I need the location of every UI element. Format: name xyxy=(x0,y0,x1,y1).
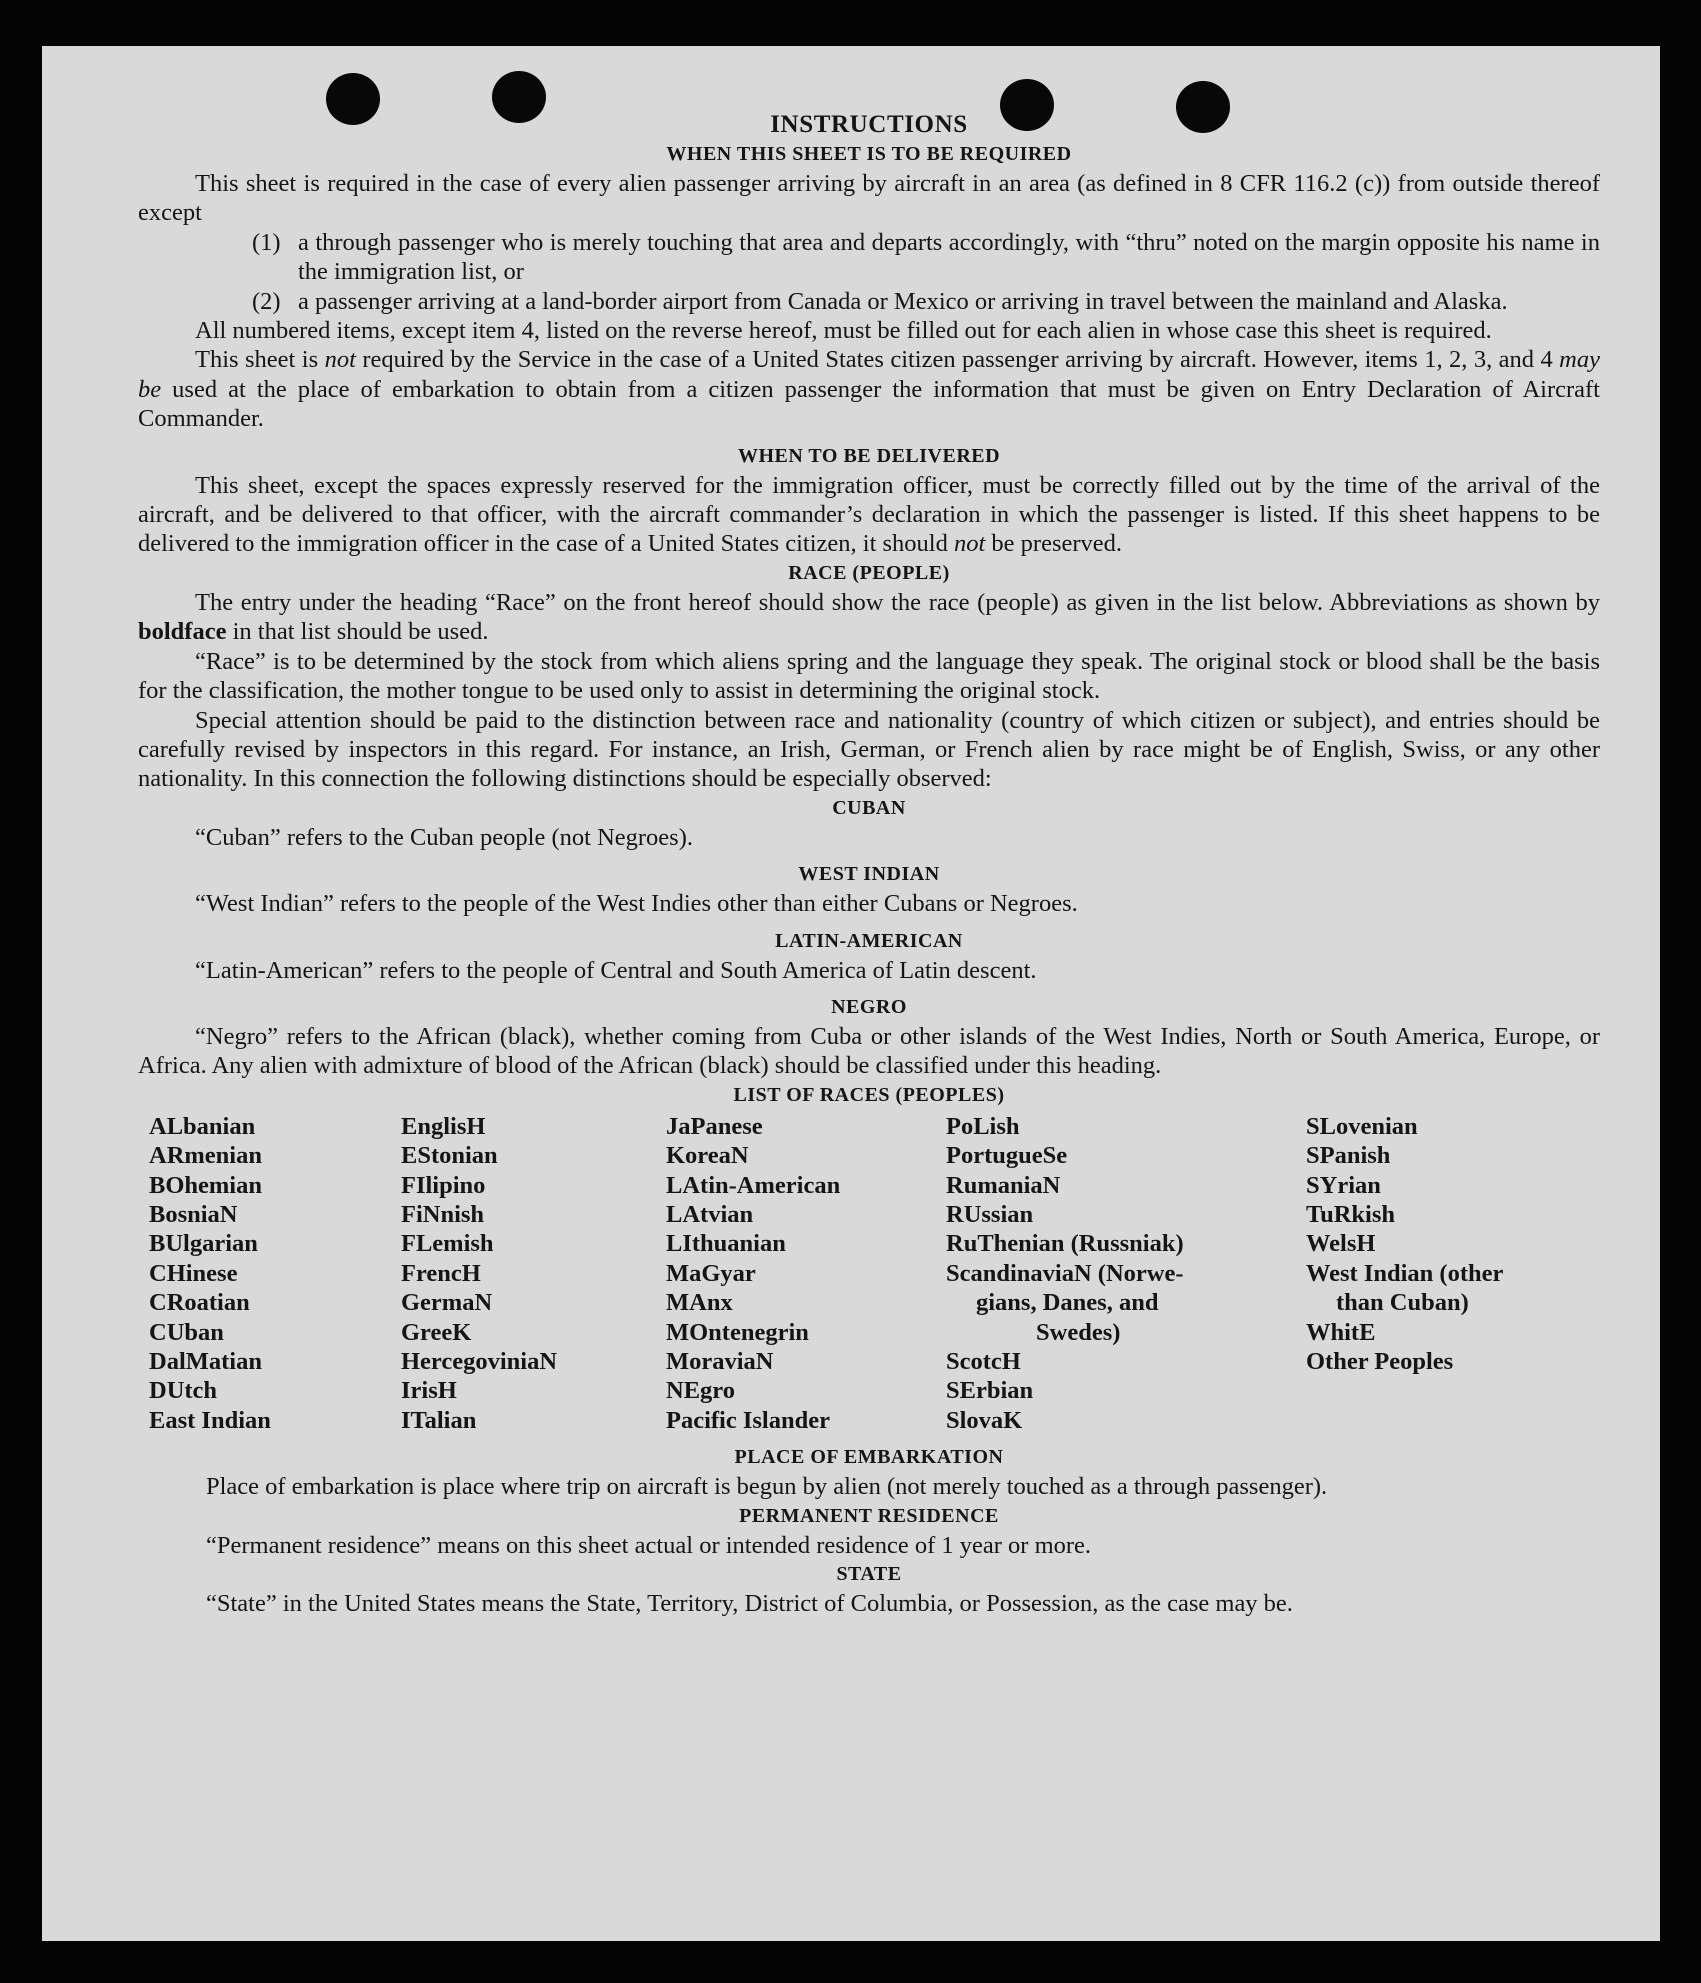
race-entry: SYrian xyxy=(1306,1171,1381,1199)
section-heading-cuban: CUBAN xyxy=(832,796,906,819)
section-heading-state: STATE xyxy=(836,1563,902,1586)
race-entry: SlovaK xyxy=(946,1406,1023,1434)
race-entry: SPanish xyxy=(1306,1142,1391,1170)
race-entry: RuThenian (Russniak) xyxy=(946,1230,1184,1258)
paragraph: Place of embarkation is place where trip on aircraft is begun by alien (not merely touched as a through passenger). xyxy=(206,1473,1328,1501)
race-entry: ScandinaviaN (Norwe- xyxy=(946,1259,1184,1287)
item-text: a through passenger who is merely touching that area and departs accordingly, with “thru” noted on the margin opposite his name in the immigration list, or xyxy=(298,228,1600,286)
paragraph: Special attention should be paid to the distinction between race and nationality (country of which citizen or subject), and entries should be carefully revised by inspectors in this regard. For instance, an Irish, German, or French alien by race might be of English, Swiss, or any other nationality. In this connection the following distinctions should be especially observed: xyxy=(138,706,1600,793)
race-entry: FrencH xyxy=(401,1259,481,1287)
paragraph: “Race” is to be determined by the stock from which aliens spring and the language they speak. The original stock or blood shall be the basis for the classification, the mother tongue to be used only to assist in determining the original stock. xyxy=(138,647,1600,705)
race-entry: SErbian xyxy=(946,1377,1034,1405)
race-entry: HercegoviniaN xyxy=(401,1348,558,1375)
emphasis: not xyxy=(324,346,356,374)
race-entry: BUlgarian xyxy=(149,1230,258,1258)
race-entry: RUssian xyxy=(946,1200,1034,1228)
race-entry: CUban xyxy=(149,1318,224,1346)
section-heading-west-indian: WEST INDIAN xyxy=(798,863,940,886)
paragraph: All numbered items, except item 4, listed on the reverse hereof, must be filled out for each alien in whose case this sheet is required. xyxy=(195,317,1492,345)
text-span: required by the Service in the case of a United States citizen passenger arriving by aircraft. However, items 1, 2, 3, and 4 xyxy=(355,346,1560,374)
item-number: (1) xyxy=(252,228,281,256)
paragraph: “State” in the United States means the State, Territory, District of Columbia, or Possession, as the case may be. xyxy=(206,1590,1293,1618)
race-entry: East Indian xyxy=(149,1406,271,1434)
paragraph: “Negro” refers to the African (black), whether coming from Cuba or other islands of the West Indies, North or South America, Europe, or Africa. Any alien with admixture of blood of the African (black) should be classified under this heading. xyxy=(138,1022,1600,1080)
race-entry: PoLish xyxy=(946,1112,1020,1140)
race-entry: RumaniaN xyxy=(946,1171,1061,1199)
paragraph: “Cuban” refers to the Cuban people (not Negroes). xyxy=(195,823,693,851)
race-entry: Other Peoples xyxy=(1306,1348,1454,1375)
section-heading-latin-american: LATIN-AMERICAN xyxy=(775,929,963,952)
race-entry: IrisH xyxy=(401,1377,457,1405)
race-entry: MOntenegrin xyxy=(666,1318,809,1346)
list-item xyxy=(138,228,1600,287)
paragraph xyxy=(138,471,1600,559)
race-column xyxy=(401,1112,666,1435)
paragraph xyxy=(138,345,1600,433)
race-list xyxy=(149,1112,1600,1435)
race-entry: WhitE xyxy=(1306,1318,1376,1346)
race-entry: WelsH xyxy=(1306,1230,1376,1258)
race-entry: FiNnish xyxy=(401,1200,485,1228)
race-entry: DalMatian xyxy=(149,1348,262,1375)
page-title: INSTRUCTIONS xyxy=(770,111,968,138)
race-column xyxy=(1306,1112,1564,1435)
race-entry: ALbanian xyxy=(149,1112,256,1140)
race-entry: West Indian (other xyxy=(1306,1259,1504,1287)
section-heading-embarkation: PLACE OF EMBARKATION xyxy=(734,1446,1004,1469)
race-entry: MAnx xyxy=(666,1289,733,1317)
emphasis: may be xyxy=(138,346,1600,403)
race-entry: BosniaN xyxy=(149,1200,238,1228)
instructions-content xyxy=(138,106,1600,1618)
text-span: The entry under the heading “Race” on the front hereof should show the race (people) as given in the list below. Abbreviations as shown by xyxy=(195,588,1600,616)
race-entry: ARmenian xyxy=(149,1142,262,1170)
race-entry: KoreaN xyxy=(666,1142,749,1170)
document-page xyxy=(42,46,1660,1941)
text-span: used at the place of embarkation to obtain from a citizen passenger the information that must be given on Entry Declaration of Aircraft Commander. xyxy=(138,375,1600,433)
race-entry: ScotcH xyxy=(946,1348,1021,1375)
text-span: be preserved. xyxy=(985,530,1123,558)
race-entry: SLovenian xyxy=(1306,1112,1418,1140)
race-entry: FLemish xyxy=(401,1230,494,1258)
item-number: (2) xyxy=(252,287,281,315)
race-entry: LAtvian xyxy=(666,1200,754,1228)
race-entry: DUtch xyxy=(149,1377,218,1405)
race-entry: EStonian xyxy=(401,1142,498,1170)
section-heading-list-of-races: LIST OF RACES (PEOPLES) xyxy=(733,1083,1005,1106)
race-entry: BOhemian xyxy=(149,1171,262,1199)
section-heading-negro: NEGRO xyxy=(831,995,907,1018)
paragraph: This sheet is required in the case of every alien passenger arriving by aircraft in an area (as defined in 8 CFR 116.2 (c)) from outside thereof except xyxy=(138,170,1600,227)
race-entry: Pacific Islander xyxy=(666,1406,830,1434)
text-span: This sheet is xyxy=(195,346,325,374)
race-entry: LAtin-American xyxy=(666,1171,841,1199)
race-entry-continued: gians, Danes, and xyxy=(976,1289,1159,1317)
race-entry: TuRkish xyxy=(1306,1200,1396,1228)
item-text: a passenger arriving at a land-border airport from Canada or Mexico or arriving in travel between the mainland and Alaska. xyxy=(298,287,1508,315)
race-entry: MoraviaN xyxy=(666,1348,774,1375)
race-entry: MaGyar xyxy=(666,1259,756,1287)
paragraph: “Permanent residence” means on this sheet actual or intended residence of 1 year or more. xyxy=(206,1531,1092,1559)
bold-text: boldface xyxy=(138,618,227,646)
race-entry: ITalian xyxy=(401,1406,477,1434)
race-entry: GreeK xyxy=(401,1318,472,1346)
race-column xyxy=(946,1112,1306,1435)
section-heading-race: RACE (PEOPLE) xyxy=(788,561,950,584)
section-heading-when-delivered: WHEN TO BE DELIVERED xyxy=(737,444,1001,467)
race-entry: EnglisH xyxy=(401,1112,486,1140)
race-entry: PortugueSe xyxy=(946,1142,1068,1170)
race-entry: FIlipino xyxy=(401,1171,486,1199)
race-entry: CHinese xyxy=(149,1259,238,1287)
section-heading-when-required: WHEN THIS SHEET IS TO BE REQUIRED xyxy=(666,143,1072,165)
list-item xyxy=(138,287,1600,316)
race-entry: NEgro xyxy=(666,1377,735,1405)
section-heading-permanent-residence: PERMANENT RESIDENCE xyxy=(739,1504,999,1527)
paragraph xyxy=(138,588,1600,647)
race-entry: CRoatian xyxy=(149,1289,250,1317)
race-entry-continued: than Cuban) xyxy=(1336,1289,1469,1317)
race-entry: GermaN xyxy=(401,1289,493,1317)
paragraph: “West Indian” refers to the people of the West Indies other than either Cubans or Negroes. xyxy=(195,890,1078,918)
race-entry-continued: Swedes) xyxy=(1036,1318,1121,1346)
paragraph: “Latin-American” refers to the people of Central and South America of Latin descent. xyxy=(195,956,1037,984)
emphasis: not xyxy=(953,530,986,558)
race-entry: LIthuanian xyxy=(666,1230,786,1258)
race-column xyxy=(149,1112,401,1435)
text-span: in that list should be used. xyxy=(226,618,489,646)
race-entry: JaPanese xyxy=(666,1112,763,1140)
race-column xyxy=(666,1112,946,1435)
text-span: This sheet, except the spaces expressly reserved for the immigration officer, must be correctly filled out by the time of the arrival of the aircraft, and be delivered to that officer, with the aircraft commander’s declaration in which the passenger is listed. If this sheet happens to be delivered to the immigration officer in the case of a United States citizen, it should xyxy=(138,471,1600,558)
